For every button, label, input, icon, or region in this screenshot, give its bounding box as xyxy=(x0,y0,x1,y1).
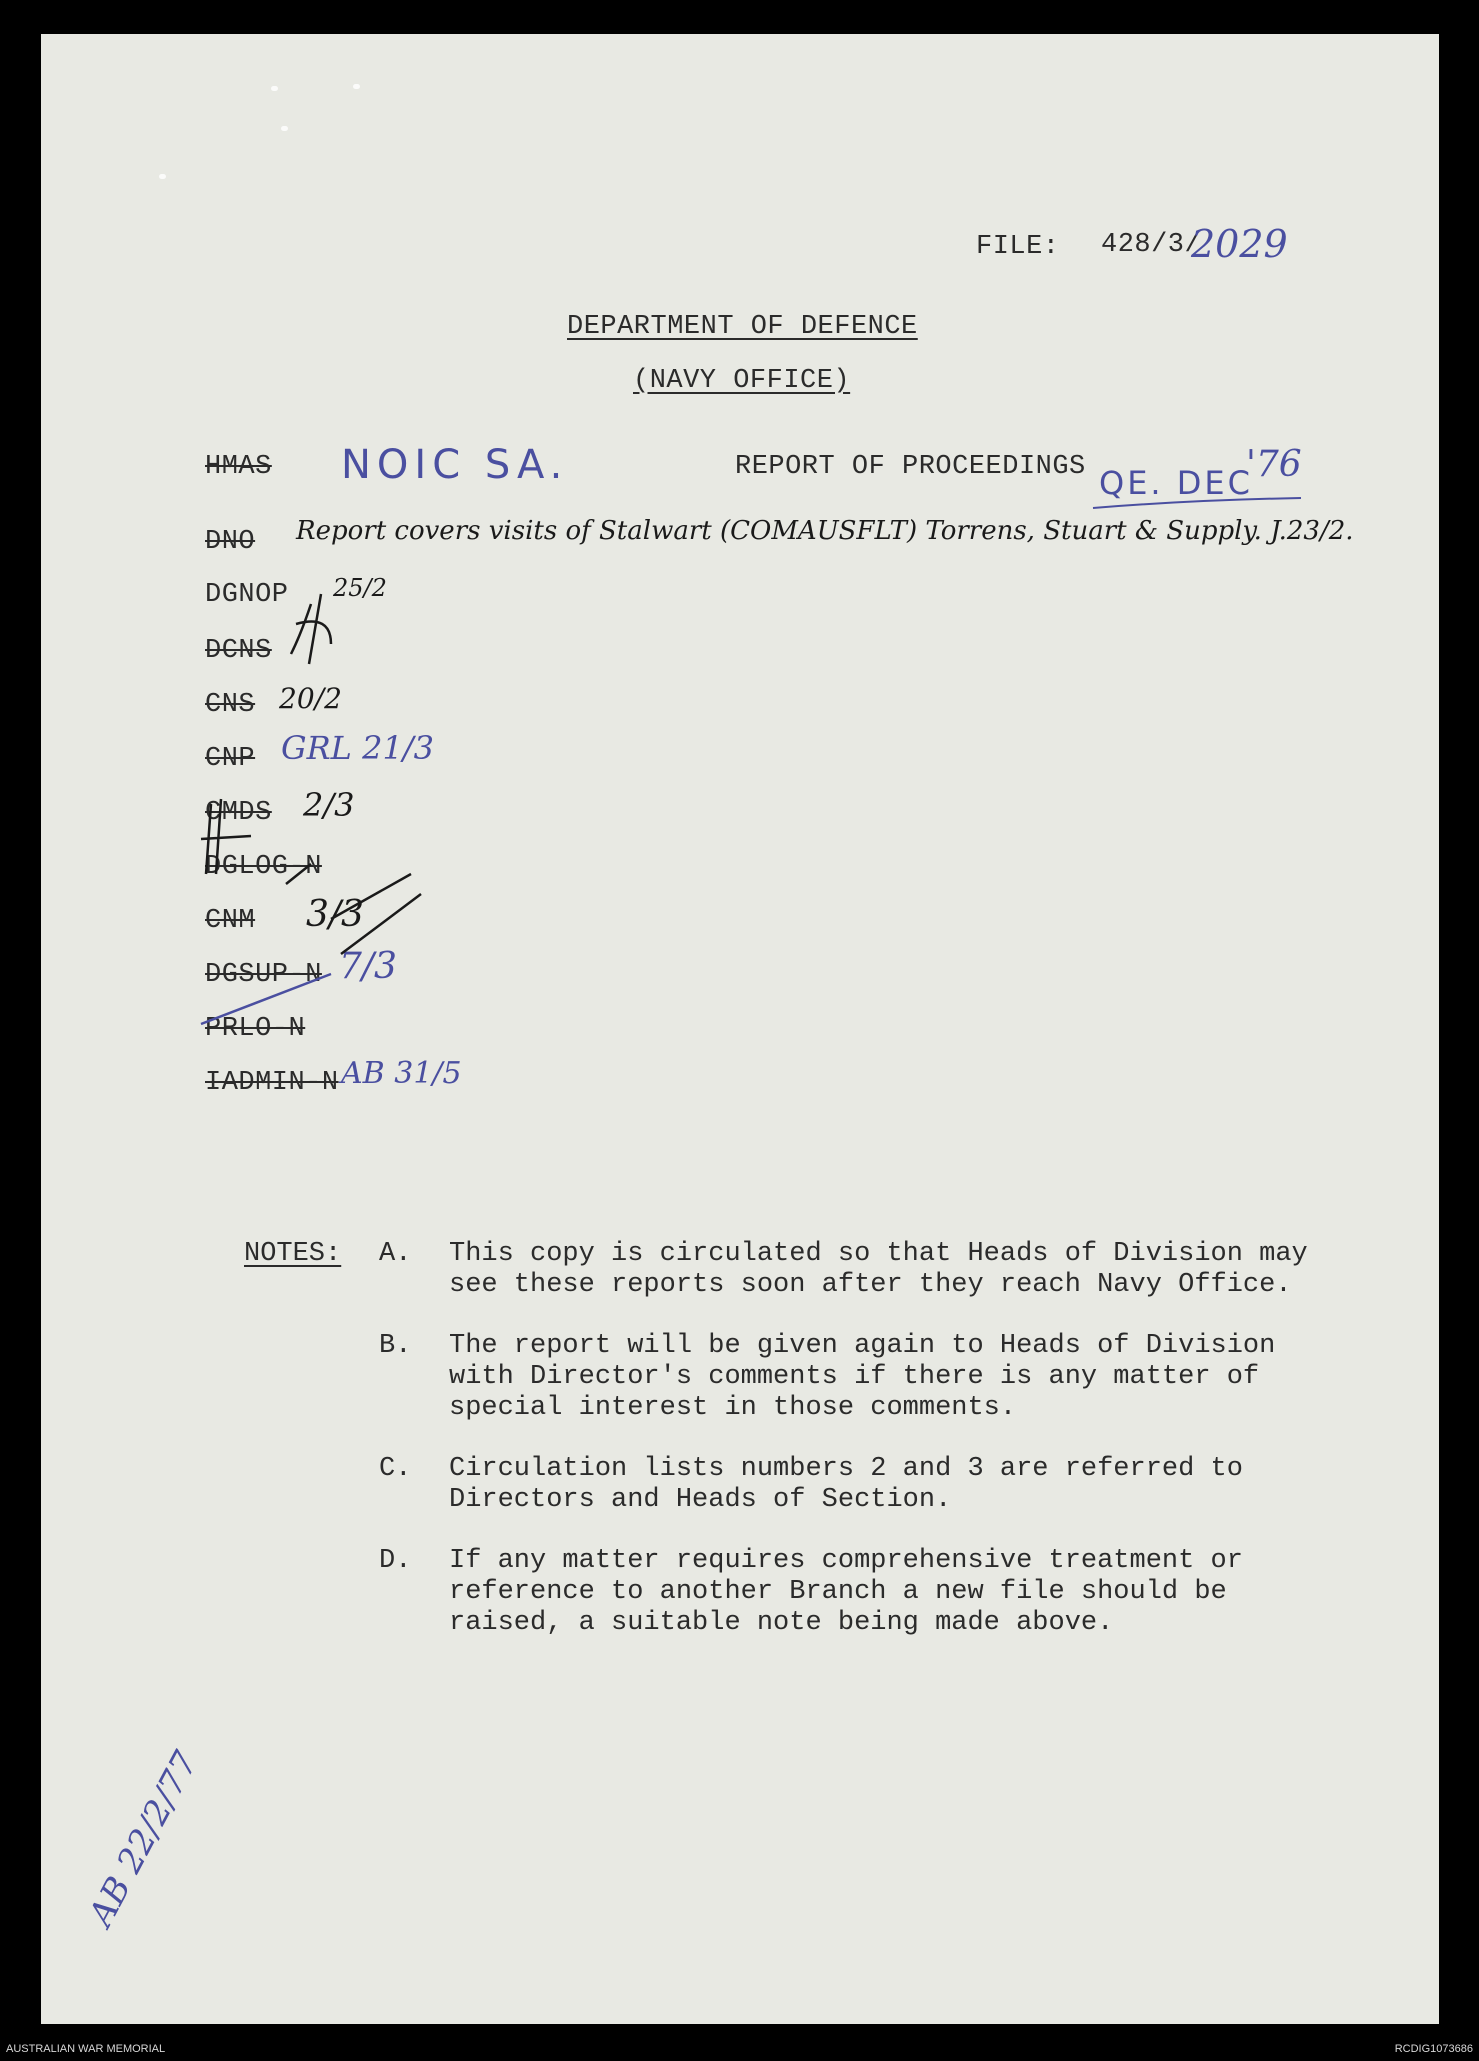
routing-note-dno: Report covers visits of Stalwart (COMAUSFLT) Torrens, Stuart & Supply. J.23/2. xyxy=(296,516,1354,546)
routing-code-iadmin-n: IADMIN-N xyxy=(205,1068,339,1098)
file-label: FILE: xyxy=(976,232,1060,262)
routing-note-cnm: 3/3 xyxy=(306,894,364,935)
margin-handwritten-note: AB 22/2/77 xyxy=(81,1744,207,1933)
routing-note-dgsup-n: 7/3 xyxy=(339,946,397,987)
routing-code-cnp: CNP xyxy=(205,744,256,774)
note-item xyxy=(244,1331,1344,1424)
routing-code-cns: CNS xyxy=(205,690,256,720)
routing-note-dgnop: 25/2 xyxy=(333,574,387,602)
report-ship: NOIC SA. xyxy=(341,442,569,488)
notes-section xyxy=(244,1239,1344,1669)
notes-label: NOTES: xyxy=(244,1239,342,1269)
handwritten-initials-marks xyxy=(191,574,451,1044)
routing-code-dglog-n: DGLOG-N xyxy=(205,852,322,882)
report-period: QE. DEC xyxy=(1099,464,1253,502)
routing-code-dno: DNO xyxy=(205,527,256,557)
routing-note-cnp: GRL 21/3 xyxy=(281,729,434,767)
note-letter: C. xyxy=(379,1454,412,1484)
period-underline xyxy=(1091,494,1311,514)
routing-code-dcns: DCNS xyxy=(205,636,272,666)
report-prefix: HMAS xyxy=(205,452,272,482)
routing-code-dgnop: DGNOP xyxy=(205,580,289,610)
report-year: '76 xyxy=(1246,444,1302,485)
routing-note-cmds: 2/3 xyxy=(303,786,355,824)
note-letter: B. xyxy=(379,1331,412,1361)
routing-code-prlo-n: PRLO-N xyxy=(205,1014,306,1044)
note-letter: A. xyxy=(379,1239,412,1269)
footer-reference-id: RCDIG1073686 xyxy=(1394,2043,1473,2055)
routing-code-cmds: CMDS xyxy=(205,798,272,828)
routing-note-cns: 20/2 xyxy=(279,682,342,715)
routing-code-dgsup-n: DGSUP-N xyxy=(205,960,322,990)
note-text: The report will be given again to Heads of Division with Director's comments if there is any matter of special interest in those comments. xyxy=(449,1331,1276,1423)
routing-note-iadmin-n: AB 31/5 xyxy=(341,1056,462,1091)
note-item xyxy=(244,1239,1344,1301)
note-text: This copy is circulated so that Heads of Division may see these reports soon after they reach Navy Office. xyxy=(449,1239,1308,1300)
note-letter: D. xyxy=(379,1546,412,1576)
file-handwritten-number: 2029 xyxy=(1191,222,1288,266)
office-heading: (NAVY OFFICE) xyxy=(633,366,851,396)
note-text: Circulation lists numbers 2 and 3 are referred to Directors and Heads of Section. xyxy=(449,1454,1243,1515)
footer-archive-label: AUSTRALIAN WAR MEMORIAL xyxy=(6,2043,166,2055)
note-text: If any matter requires comprehensive treatment or reference to another Branch a new file should be raised, a suitable note being made above. xyxy=(449,1546,1243,1638)
routing-code-cnm: CNM xyxy=(205,906,256,936)
document-page xyxy=(41,34,1439,2024)
report-title: REPORT OF PROCEEDINGS xyxy=(735,452,1086,482)
note-item xyxy=(244,1454,1344,1516)
note-item xyxy=(244,1546,1344,1639)
department-heading: DEPARTMENT OF DEFENCE xyxy=(567,312,918,342)
file-number: 428/3/ xyxy=(1101,230,1202,260)
